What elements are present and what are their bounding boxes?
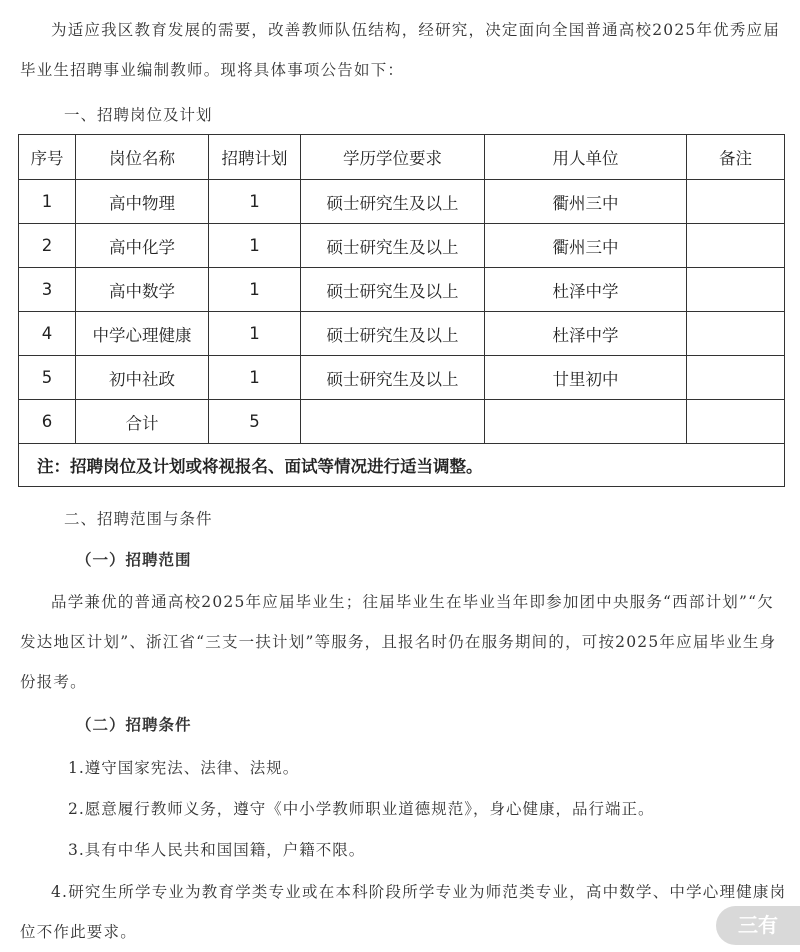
table-cell: 6 xyxy=(19,400,76,444)
subsection-conditions-heading: （二）招聘条件 xyxy=(76,715,192,734)
table-cell: 高中物理 xyxy=(76,180,209,224)
table-cell: 1 xyxy=(209,268,301,312)
table-cell: 杜泽中学 xyxy=(485,268,687,312)
header-cell-employer: 用人单位 xyxy=(485,135,687,180)
table-cell: 1 xyxy=(209,312,301,356)
table-cell xyxy=(301,400,485,444)
table-row xyxy=(19,224,785,268)
watermark-logo: 三有 xyxy=(716,906,800,945)
table-cell: 硕士研究生及以上 xyxy=(301,268,485,312)
condition-item: 3.具有中华人民共和国国籍，户籍不限。 xyxy=(68,841,366,859)
table-cell: 4 xyxy=(19,312,76,356)
table-note: 注：招聘岗位及计划或将视报名、面试等情况进行适当调整。 xyxy=(19,444,785,487)
table-cell xyxy=(687,268,785,312)
scope-paragraph: 品学兼优的普通高校2025年应届毕业生；往届毕业生在毕业当年即参加团中央服务“西部计划”“欠发达地区计划”、浙江省“三支一扶计划”等服务，且报名时仍在服务期间的，可按2025年应届毕业生身份报考。 xyxy=(20,593,777,691)
table-cell: 衢州三中 xyxy=(485,224,687,268)
condition-item: 4.研究生所学专业为教育学类专业或在本科阶段所学专业为师范类专业，高中数学、中学心理健康岗位不作此要求。 xyxy=(20,883,787,941)
table-cell: 5 xyxy=(209,400,301,444)
table-cell: 1 xyxy=(209,356,301,400)
table-row xyxy=(19,312,785,356)
header-cell-index: 序号 xyxy=(19,135,76,180)
table-cell: 1 xyxy=(209,224,301,268)
header-cell-remarks: 备注 xyxy=(687,135,785,180)
table-cell: 高中化学 xyxy=(76,224,209,268)
table-cell xyxy=(687,400,785,444)
table-cell: 硕士研究生及以上 xyxy=(301,180,485,224)
table-cell: 杜泽中学 xyxy=(485,312,687,356)
header-cell-position: 岗位名称 xyxy=(76,135,209,180)
table-cell: 初中社政 xyxy=(76,356,209,400)
header-cell-plan: 招聘计划 xyxy=(209,135,301,180)
table-cell: 硕士研究生及以上 xyxy=(301,224,485,268)
table-header-row xyxy=(19,135,785,180)
subsection-scope-heading: （一）招聘范围 xyxy=(76,550,192,569)
table-cell: 廿里初中 xyxy=(485,356,687,400)
table-cell: 2 xyxy=(19,224,76,268)
table-cell xyxy=(687,224,785,268)
table-cell: 1 xyxy=(209,180,301,224)
table-cell: 衢州三中 xyxy=(485,180,687,224)
table-row xyxy=(19,180,785,224)
table-cell: 硕士研究生及以上 xyxy=(301,356,485,400)
recruitment-plan-table xyxy=(18,134,785,487)
intro-paragraph: 为适应我区教育发展的需要，改善教师队伍结构，经研究，决定面向全国普通高校2025年优秀应届毕业生招聘事业编制教师。现将具体事项公告如下： xyxy=(20,21,780,79)
table-cell xyxy=(687,180,785,224)
table-row xyxy=(19,268,785,312)
section-2-heading: 二、招聘范围与条件 xyxy=(64,510,213,528)
table-cell: 3 xyxy=(19,268,76,312)
condition-item: 2.愿意履行教师义务，遵守《中小学教师职业道德规范》，身心健康，品行端正。 xyxy=(68,800,655,818)
header-cell-degree: 学历学位要求 xyxy=(301,135,485,180)
table-cell: 硕士研究生及以上 xyxy=(301,312,485,356)
condition-item: 1.遵守国家宪法、法律、法规。 xyxy=(68,759,300,777)
table-cell: 5 xyxy=(19,356,76,400)
table-cell: 中学心理健康 xyxy=(76,312,209,356)
table-cell: 1 xyxy=(19,180,76,224)
table-total-row xyxy=(19,400,785,444)
table-cell: 合计 xyxy=(76,400,209,444)
section-1-heading: 一、招聘岗位及计划 xyxy=(64,106,213,124)
table-note-row xyxy=(19,444,785,487)
table-cell: 高中数学 xyxy=(76,268,209,312)
table-cell xyxy=(485,400,687,444)
table-cell xyxy=(687,356,785,400)
table-cell xyxy=(687,312,785,356)
table-row xyxy=(19,356,785,400)
